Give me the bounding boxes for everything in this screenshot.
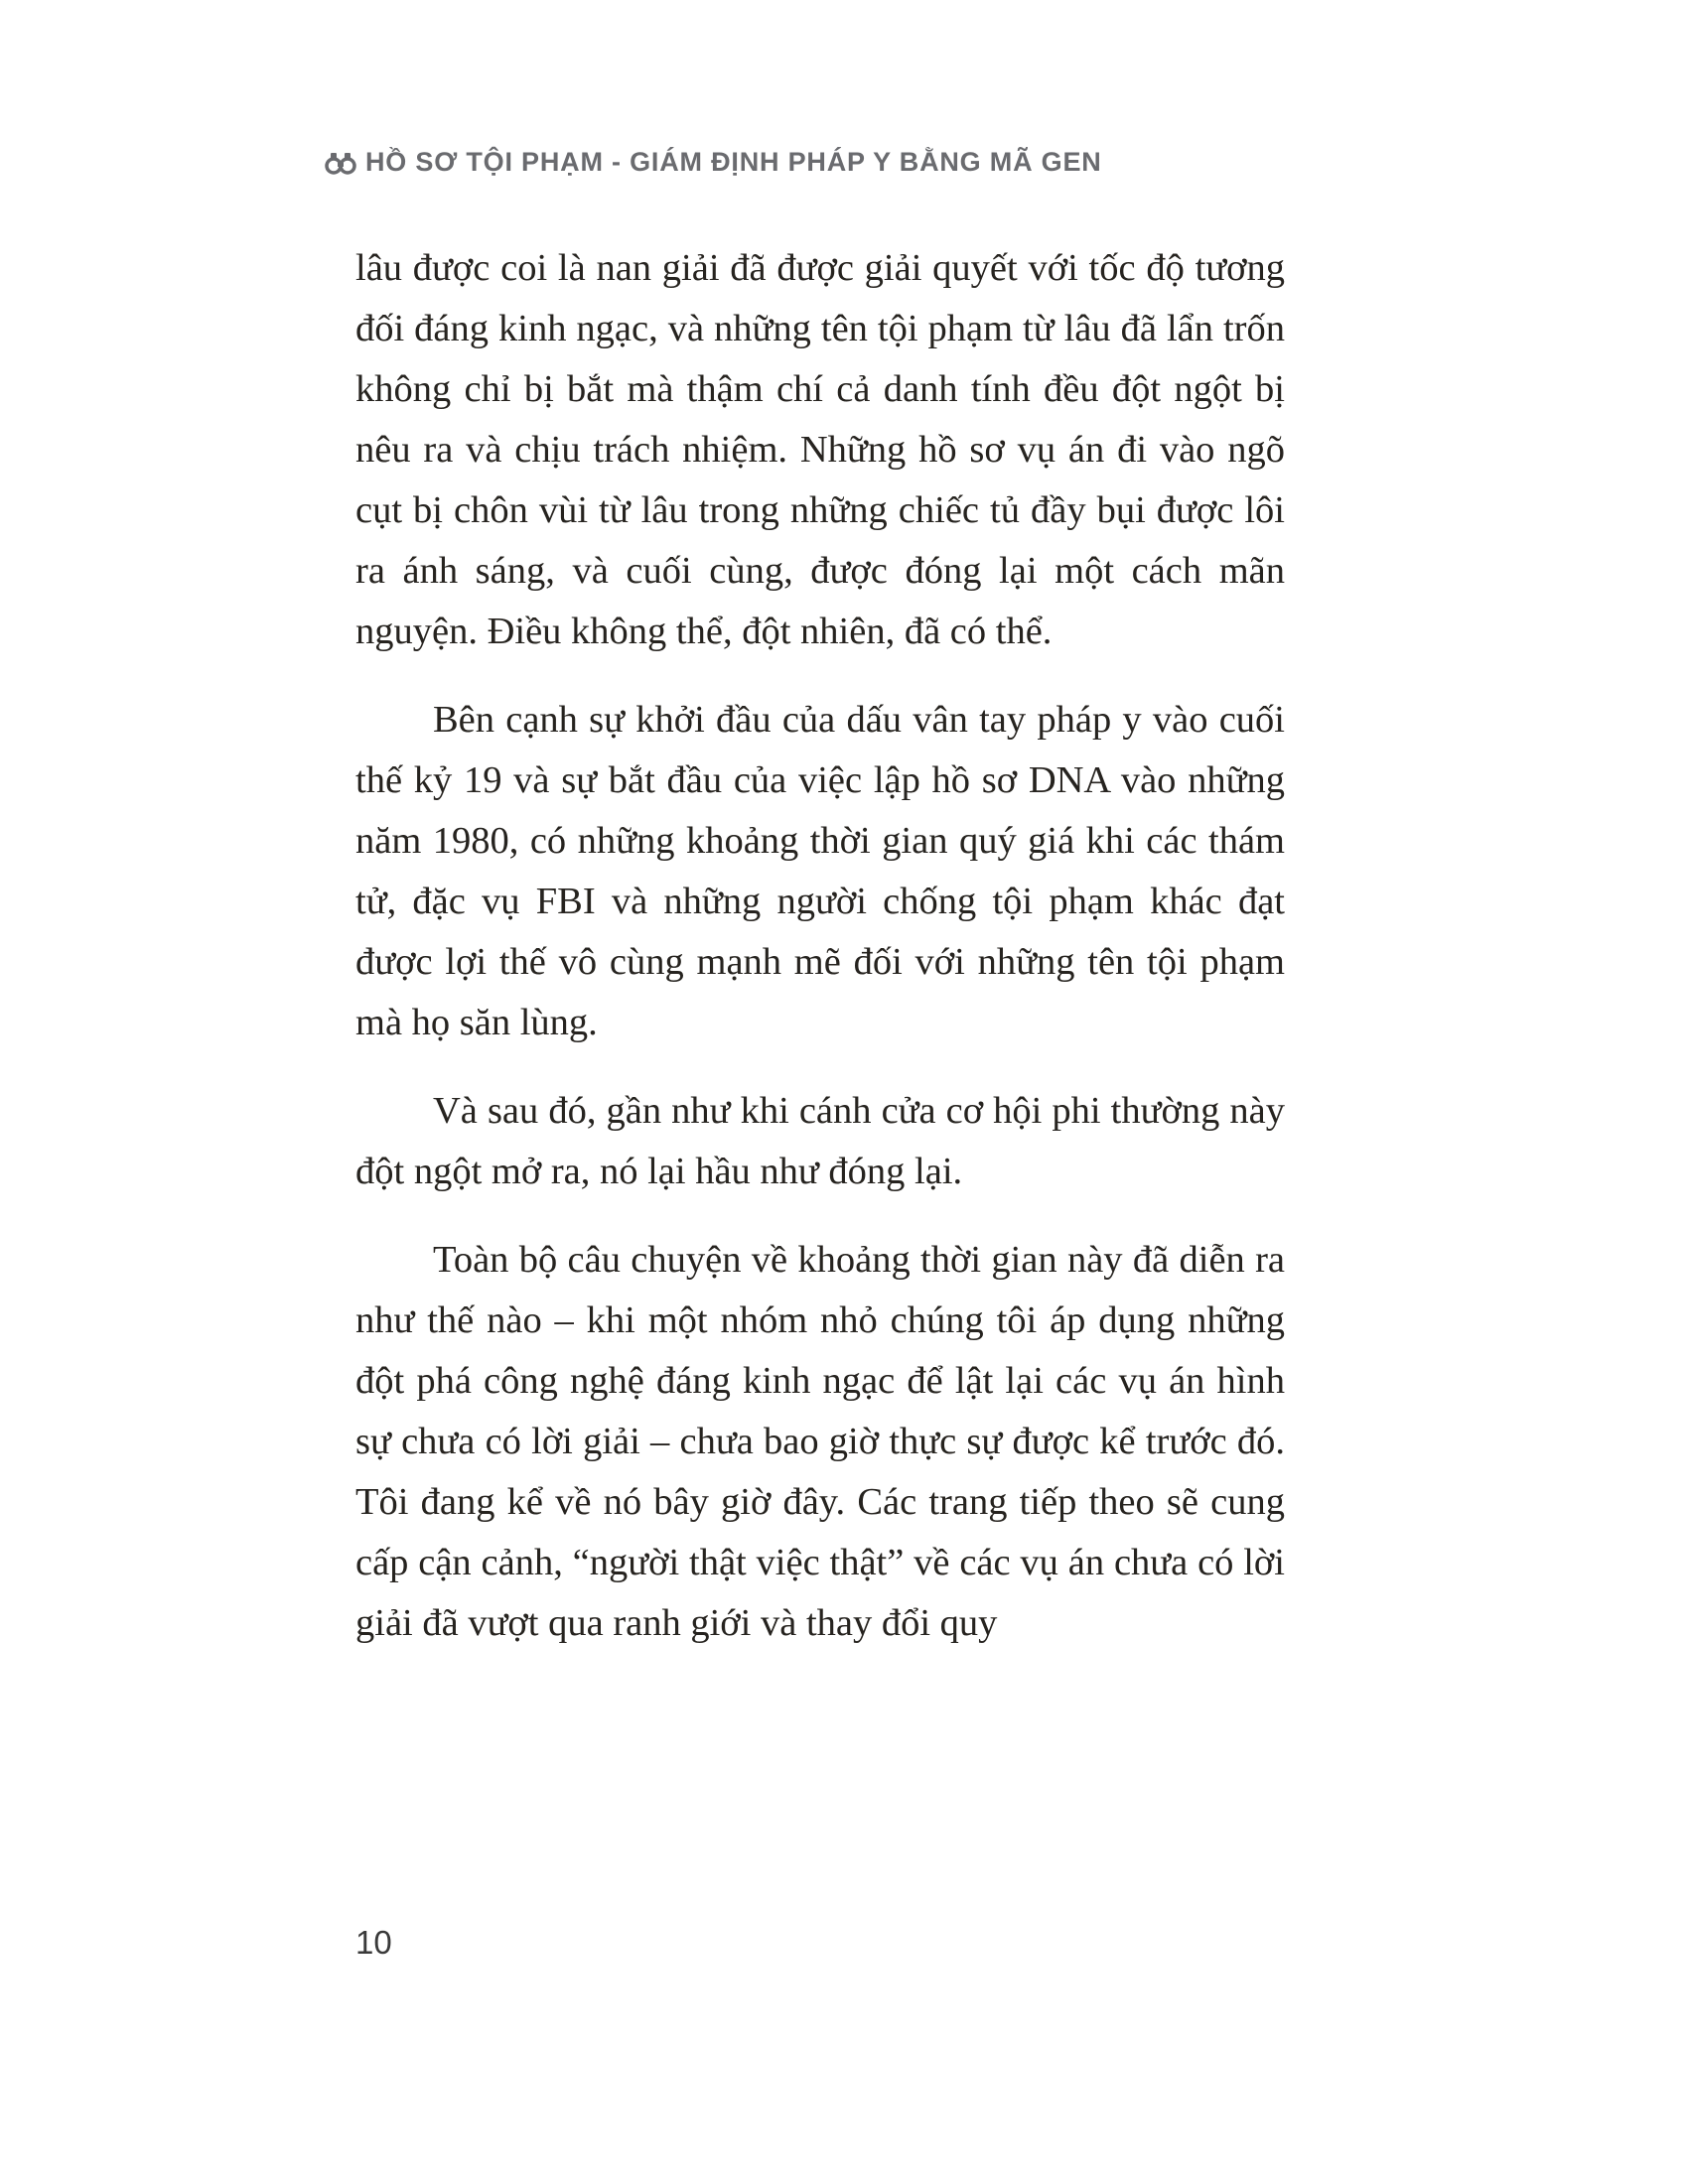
handcuffs-icon	[324, 145, 357, 179]
paragraph-4: Toàn bộ câu chuyện về khoảng thời gian này đã diễn ra như thế nào – khi một nhóm nhỏ chúng tôi áp dụng những đột phá công nghệ đáng kinh ngạc để lật lại các vụ án hình sự chưa có lời giải – chưa bao giờ thực sự được kể trước đó. Tôi đang kể về nó bây giờ đây. Các trang tiếp theo sẽ cung cấp cận cảnh, “người thật việc thật” về các vụ án chưa có lời giải đã vượt qua ranh giới và thay đổi quy	[355, 1239, 1285, 1644]
paragraph-1: lâu được coi là nan giải đã được giải quyết với tốc độ tương đối đáng kinh ngạc, và những tên tội phạm từ lâu đã lẩn trốn không chỉ bị bắt mà thậm chí cả danh tính đều đột ngột bị nêu ra và chịu trách nhiệm. Những hồ sơ vụ án đi vào ngõ cụt bị chôn vùi từ lâu trong những chiếc tủ đầy bụi được lôi ra ánh sáng, và cuối cùng, được đóng lại một cách mãn nguyện. Điều không thể, đột nhiên, đã có thể.	[355, 247, 1285, 652]
page-number: 10	[355, 1924, 392, 1961]
running-header	[324, 145, 1102, 179]
running-header-title: HỒ SƠ TỘI PHẠM - GIÁM ĐỊNH PHÁP Y BẰNG MÃ GEN	[365, 146, 1102, 177]
paragraph-2: Bên cạnh sự khởi đầu của dấu vân tay pháp y vào cuối thế kỷ 19 và sự bắt đầu của việc lập hồ sơ DNA vào những năm 1980, có những khoảng thời gian quý giá khi các thám tử, đặc vụ FBI và những người chống tội phạm khác đạt được lợi thế vô cùng mạnh mẽ đối với những tên tội phạm mà họ săn lùng.	[355, 699, 1285, 1043]
body-text	[355, 238, 1285, 1682]
paragraph-3: Và sau đó, gần như khi cánh cửa cơ hội phi thường này đột ngột mở ra, nó lại hầu như đóng lại.	[355, 1090, 1285, 1192]
